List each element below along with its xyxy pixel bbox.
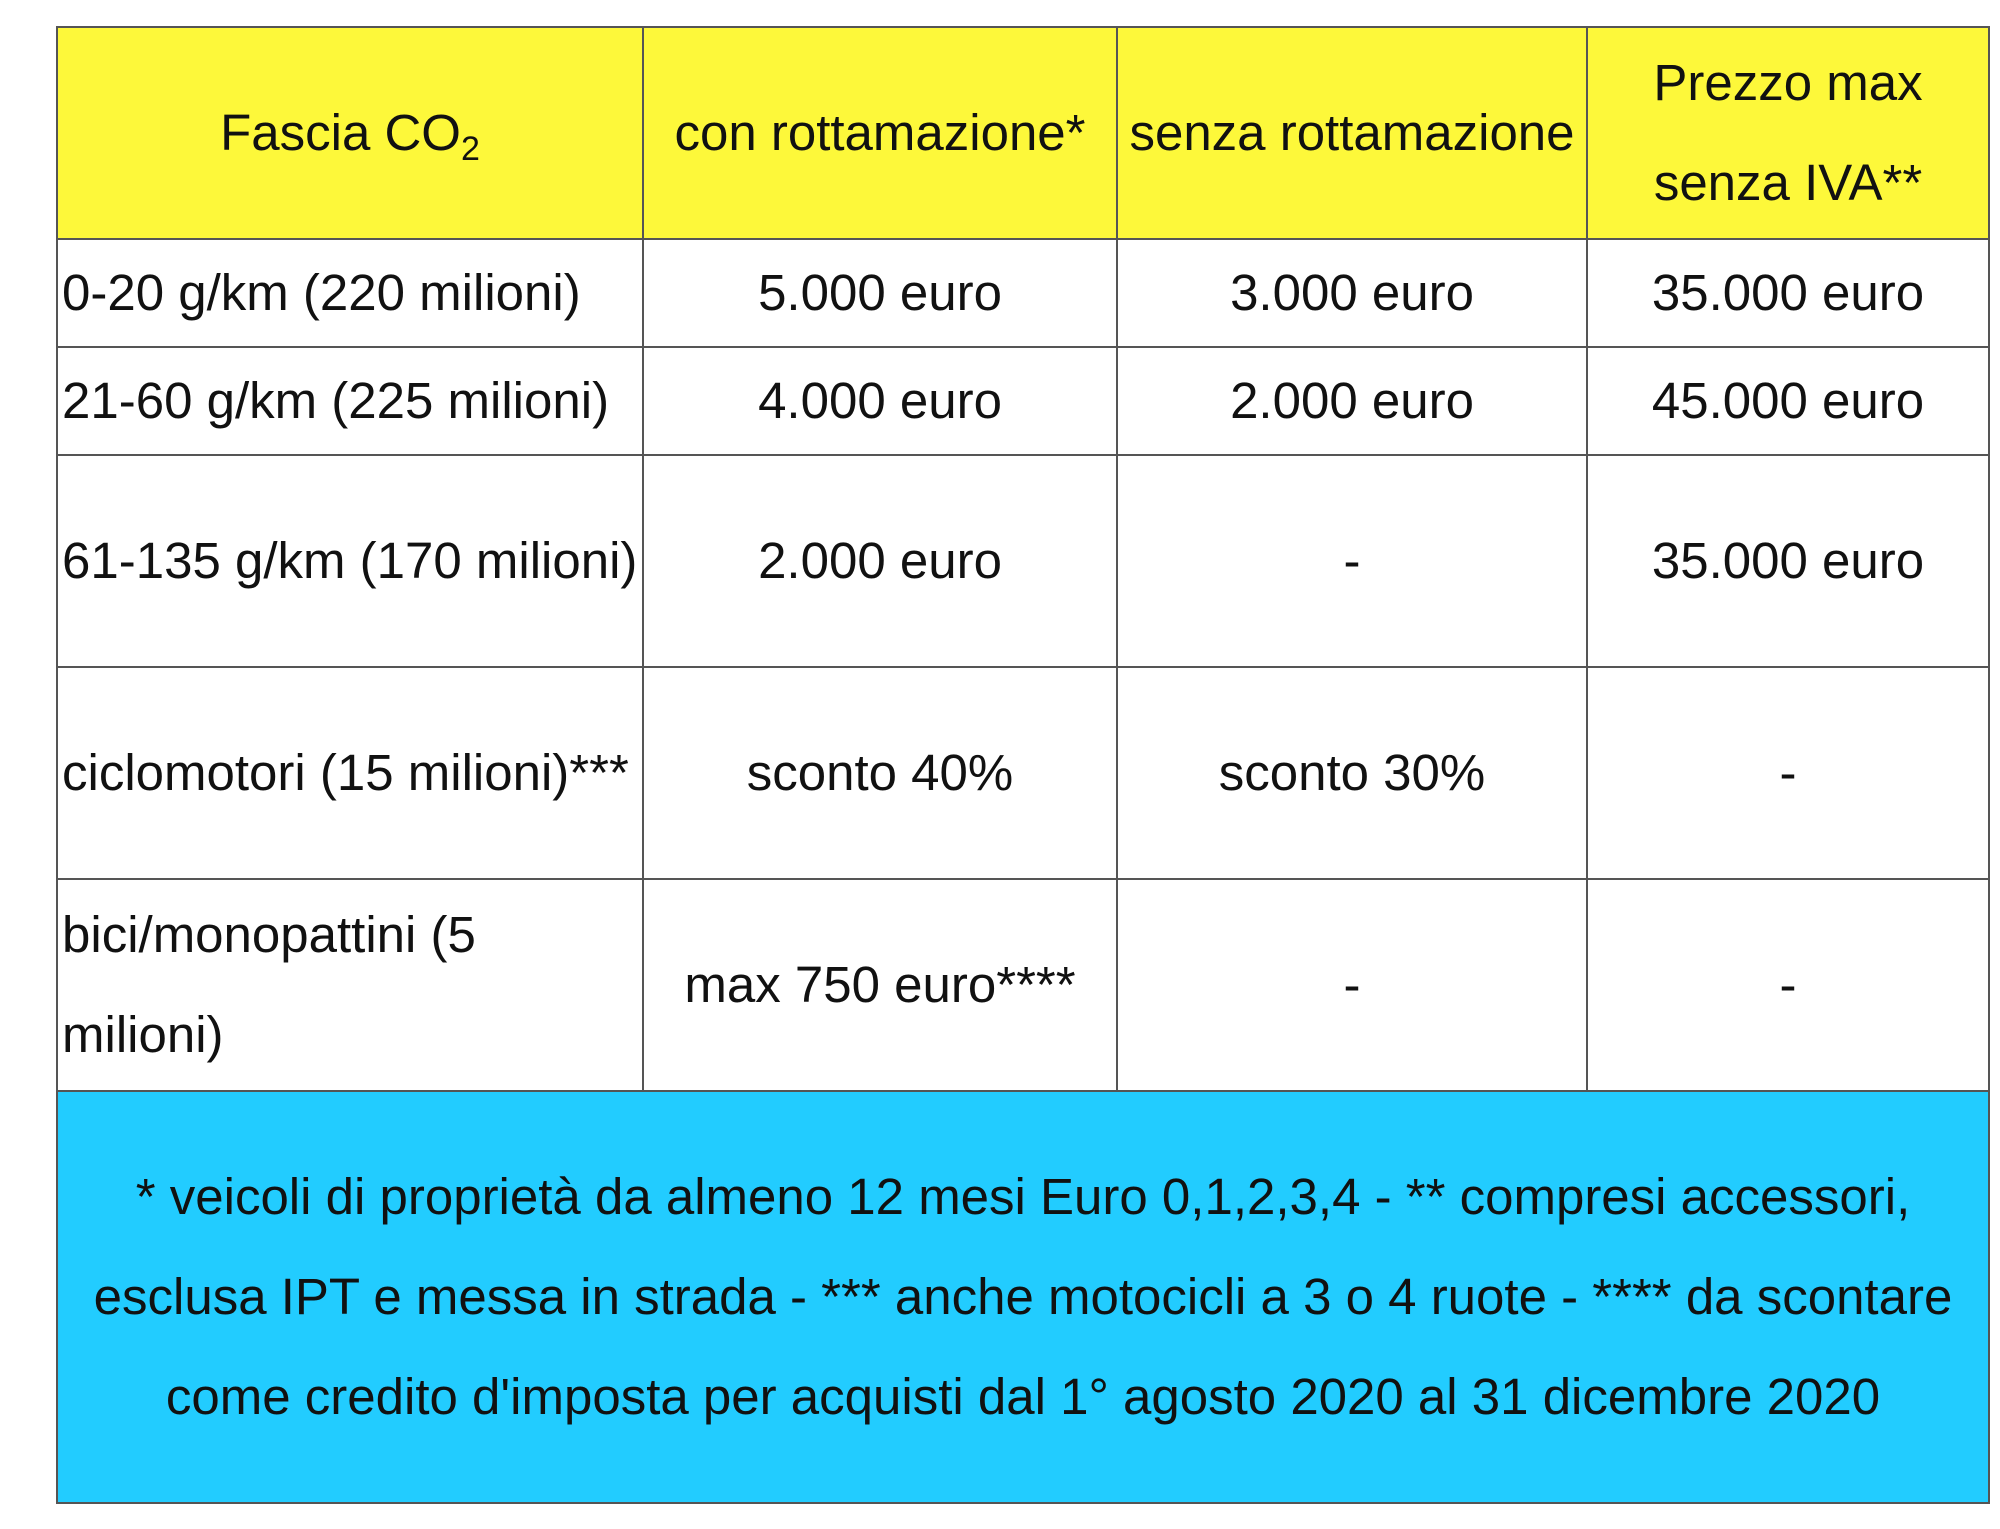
without-scrappage-cell: 2.000 euro [1117, 347, 1587, 455]
without-scrappage-cell: 3.000 euro [1117, 239, 1587, 347]
without-scrappage-cell: sconto 30% [1117, 667, 1587, 879]
table-row [57, 239, 1989, 347]
table-row [57, 879, 1989, 1091]
header-max-price: Prezzo max senza IVA** [1587, 27, 1989, 239]
footnote-text: * veicoli di proprietà da almeno 12 mesi Euro 0,1,2,3,4 - ** compresi accessori, esclusa IPT e messa in strada - *** anche motocicli a 3 o 4 ruote - **** da scontare come credito d'imposta per acquisti dal 1° agosto 2020 al 31 dicembre 2020 [57, 1091, 1989, 1503]
without-scrappage-cell: - [1117, 879, 1587, 1091]
max-price-cell: 35.000 euro [1587, 455, 1989, 667]
co2-band-cell: 61-135 g/km (170 milioni) [57, 455, 643, 667]
with-scrappage-cell: 2.000 euro [643, 455, 1117, 667]
header-co2-band-label: Fascia CO [220, 104, 461, 161]
header-without-scrappage: senza rottamazione [1117, 27, 1587, 239]
header-row [57, 27, 1989, 239]
incentives-table [56, 26, 1990, 1504]
max-price-cell: - [1587, 879, 1989, 1091]
co2-band-cell: ciclomotori (15 milioni)*** [57, 667, 643, 879]
header-co2-band [57, 27, 643, 239]
table-row [57, 455, 1989, 667]
max-price-cell: 35.000 euro [1587, 239, 1989, 347]
table-row [57, 667, 1989, 879]
max-price-cell: 45.000 euro [1587, 347, 1989, 455]
co2-band-cell: bici/monopattini (5 milioni) [57, 879, 643, 1091]
with-scrappage-cell: max 750 euro**** [643, 879, 1117, 1091]
with-scrappage-cell: 4.000 euro [643, 347, 1117, 455]
co2-band-cell: 0-20 g/km (220 milioni) [57, 239, 643, 347]
with-scrappage-cell: sconto 40% [643, 667, 1117, 879]
max-price-cell: - [1587, 667, 1989, 879]
header-with-scrappage: con rottamazione* [643, 27, 1117, 239]
header-co2-subscript: 2 [460, 130, 480, 168]
table-row [57, 347, 1989, 455]
with-scrappage-cell: 5.000 euro [643, 239, 1117, 347]
footnote-row [57, 1091, 1989, 1503]
co2-band-cell: 21-60 g/km (225 milioni) [57, 347, 643, 455]
without-scrappage-cell: - [1117, 455, 1587, 667]
